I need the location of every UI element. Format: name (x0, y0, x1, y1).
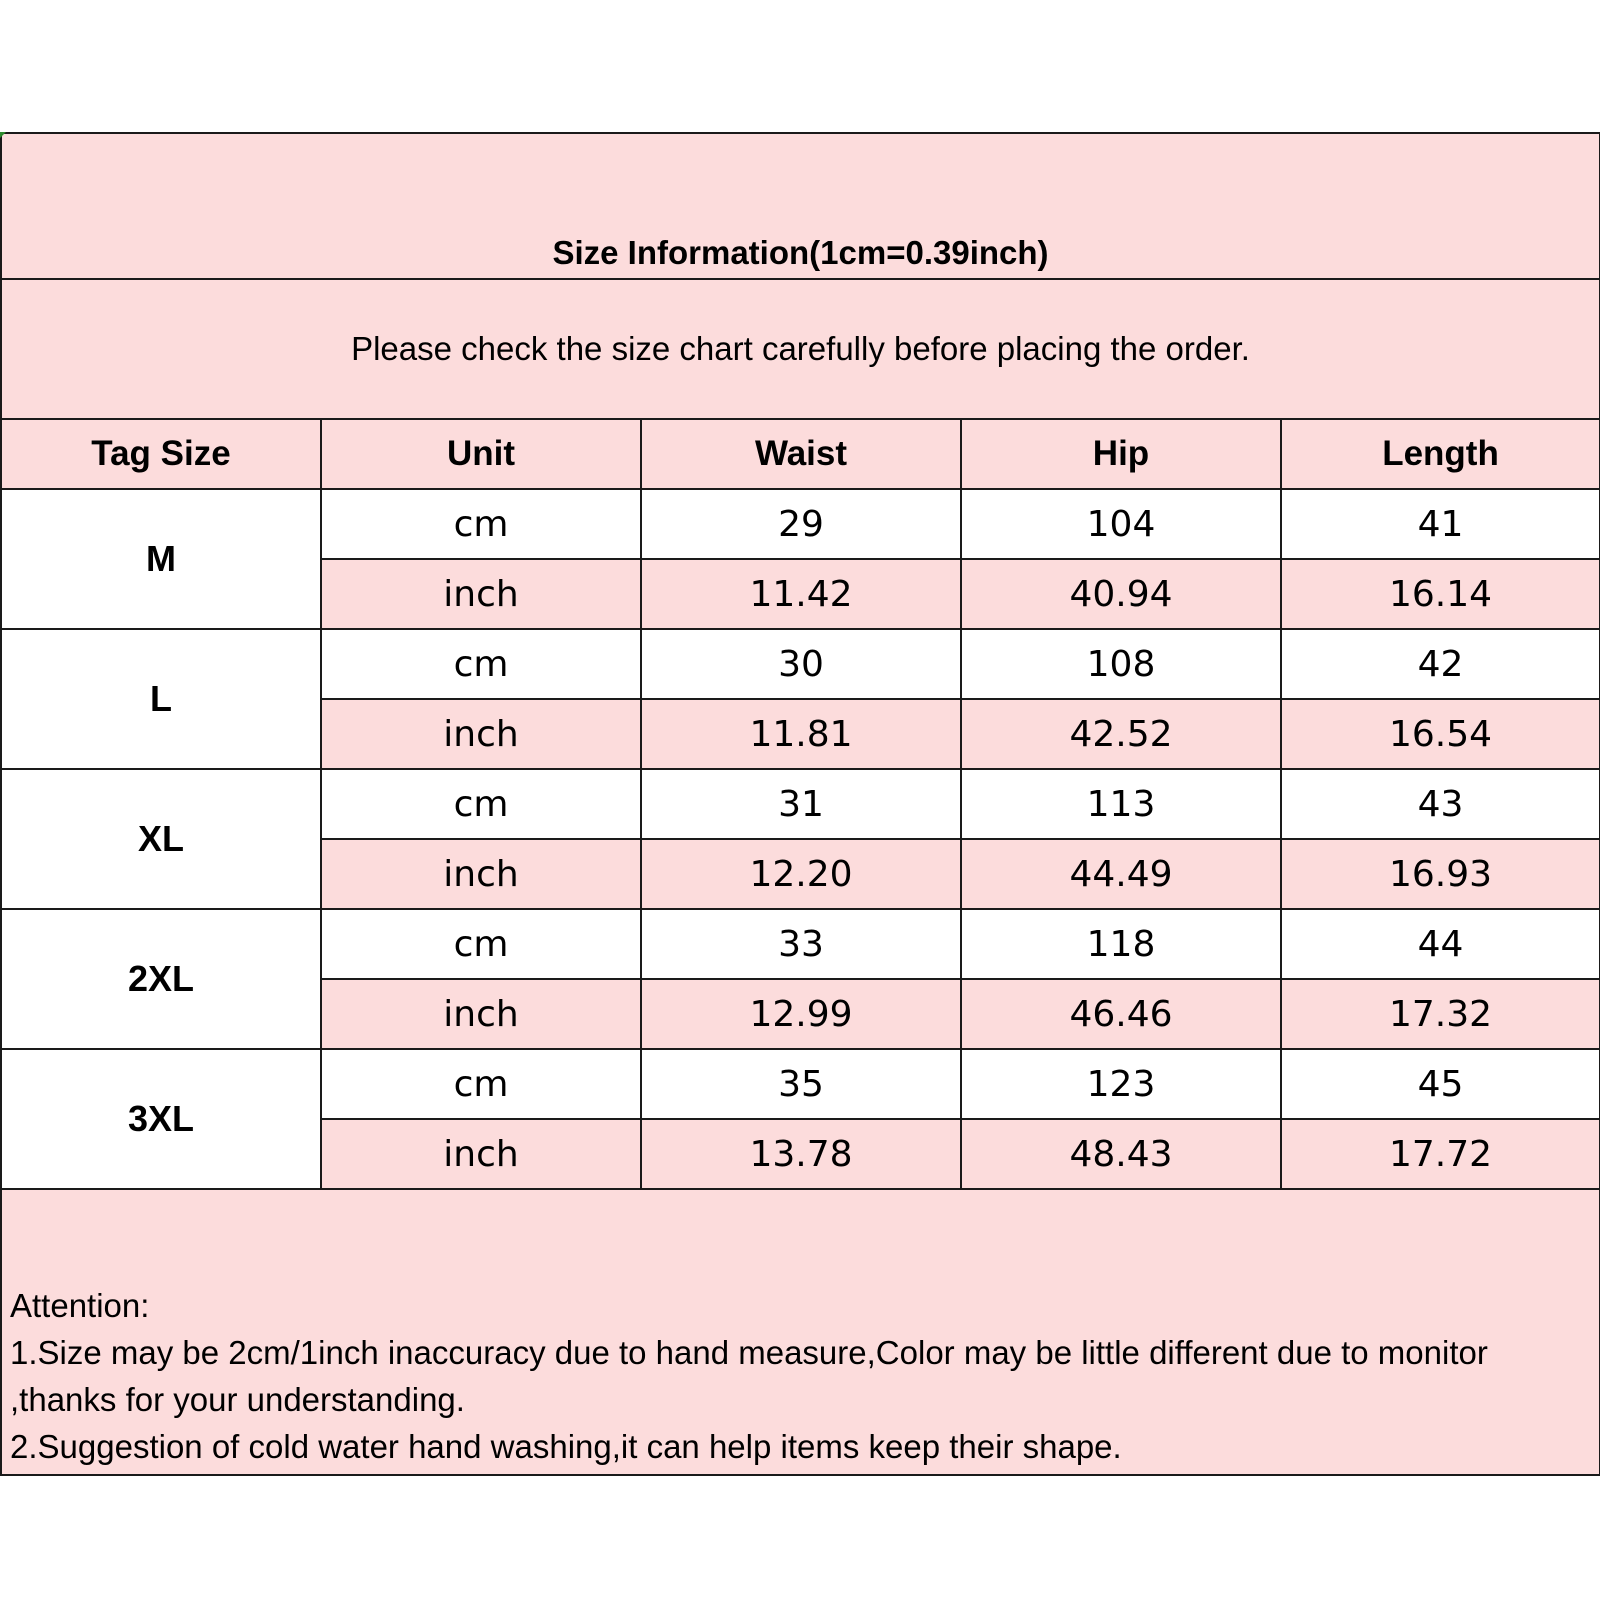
waist-cell: 12.99 (641, 979, 961, 1049)
size-notice: Please check the size chart carefully before placing the order. (1, 279, 1600, 419)
attention-heading: Attention: (10, 1287, 150, 1324)
tag-size-cell: 2XL (1, 909, 321, 1049)
table-row (1, 489, 1600, 559)
hip-cell: 48.43 (961, 1119, 1281, 1189)
unit-cell: cm (321, 909, 641, 979)
header-tag-size: Tag Size (1, 419, 321, 489)
length-cell: 16.14 (1281, 559, 1600, 629)
cell-corner-marker (0, 132, 6, 138)
waist-cell: 35 (641, 1049, 961, 1119)
unit-cell: inch (321, 1119, 641, 1189)
unit-cell: inch (321, 839, 641, 909)
header-length: Length (1281, 419, 1600, 489)
attention-notes (1, 1189, 1600, 1475)
length-cell: 17.32 (1281, 979, 1600, 1049)
length-cell: 45 (1281, 1049, 1600, 1119)
unit-cell: inch (321, 699, 641, 769)
table-row (1, 1049, 1600, 1119)
hip-cell: 123 (961, 1049, 1281, 1119)
unit-cell: cm (321, 1049, 641, 1119)
chart-title: Size Information(1cm=0.39inch) (1, 133, 1600, 279)
hip-cell: 44.49 (961, 839, 1281, 909)
hip-cell: 42.52 (961, 699, 1281, 769)
unit-cell: cm (321, 629, 641, 699)
header-unit: Unit (321, 419, 641, 489)
length-cell: 43 (1281, 769, 1600, 839)
header-waist: Waist (641, 419, 961, 489)
waist-cell: 29 (641, 489, 961, 559)
waist-cell: 31 (641, 769, 961, 839)
waist-cell: 11.81 (641, 699, 961, 769)
attention-line-1: 1.Size may be 2cm/1inch inaccuracy due to hand measure,Color may be little different due to monitor ,thanks for your understanding. (10, 1334, 1488, 1418)
table-row (1, 629, 1600, 699)
hip-cell: 104 (961, 489, 1281, 559)
header-row (1, 419, 1600, 489)
tag-size-cell: L (1, 629, 321, 769)
length-cell: 42 (1281, 629, 1600, 699)
size-chart (0, 132, 1599, 1476)
length-cell: 17.72 (1281, 1119, 1600, 1189)
length-cell: 41 (1281, 489, 1600, 559)
unit-cell: inch (321, 559, 641, 629)
waist-cell: 30 (641, 629, 961, 699)
waist-cell: 12.20 (641, 839, 961, 909)
size-table (0, 132, 1600, 1476)
hip-cell: 113 (961, 769, 1281, 839)
tag-size-cell: M (1, 489, 321, 629)
unit-cell: inch (321, 979, 641, 1049)
length-cell: 16.93 (1281, 839, 1600, 909)
header-hip: Hip (961, 419, 1281, 489)
unit-cell: cm (321, 489, 641, 559)
waist-cell: 13.78 (641, 1119, 961, 1189)
hip-cell: 40.94 (961, 559, 1281, 629)
waist-cell: 33 (641, 909, 961, 979)
tag-size-cell: 3XL (1, 1049, 321, 1189)
length-cell: 16.54 (1281, 699, 1600, 769)
length-cell: 44 (1281, 909, 1600, 979)
hip-cell: 46.46 (961, 979, 1281, 1049)
unit-cell: cm (321, 769, 641, 839)
hip-cell: 118 (961, 909, 1281, 979)
table-row (1, 909, 1600, 979)
table-row (1, 769, 1600, 839)
waist-cell: 11.42 (641, 559, 961, 629)
attention-line-2: 2.Suggestion of cold water hand washing,it can help items keep their shape. (10, 1428, 1122, 1465)
hip-cell: 108 (961, 629, 1281, 699)
tag-size-cell: XL (1, 769, 321, 909)
